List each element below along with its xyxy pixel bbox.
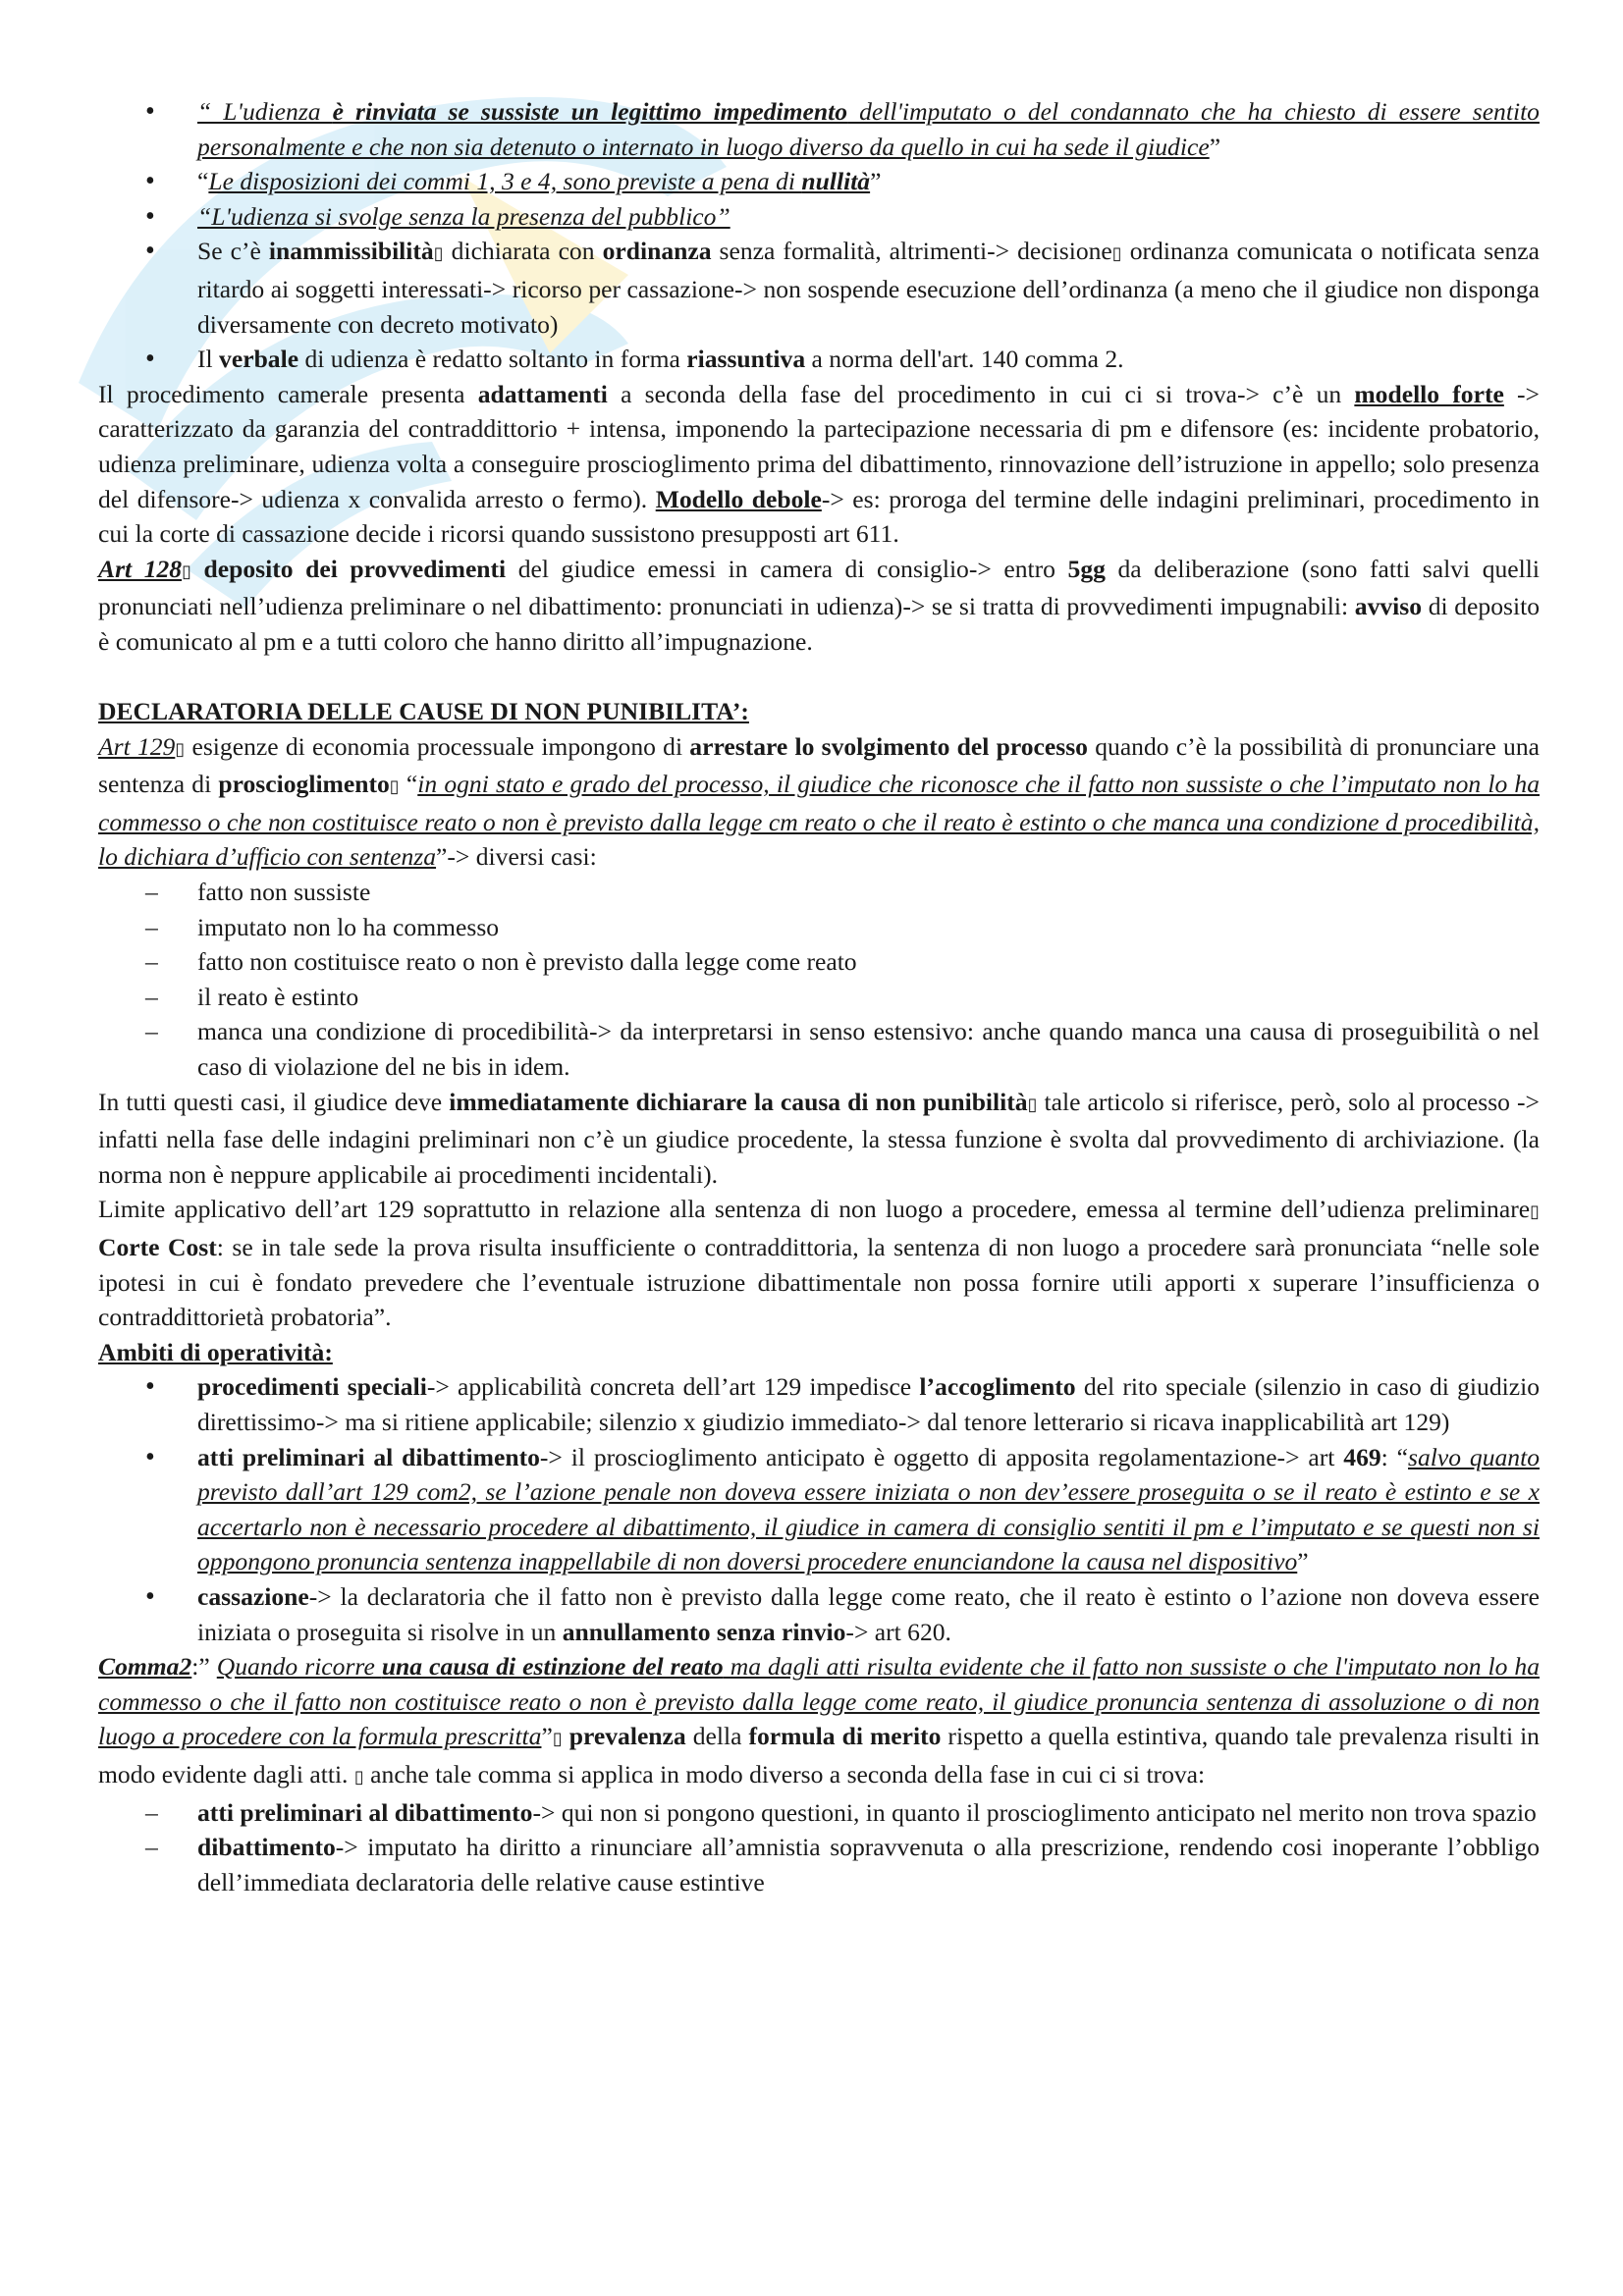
paragraph-tutti-casi: In tutti questi casi, il giudice deve immediatamente dichiarare la causa di non punibilità▯ tale articolo si riferisce, però, solo al processo -> infatti nella fase delle indagini preliminari non c’è un giudice procedente, la stessa funzione è svolta dal provvedimento di archiviazione. (la norma non è neppure applicabile ai procedimenti incidentali).	[98, 1087, 1540, 1189]
paragraph-art-128: Art 128▯ deposito dei provvedimenti del giudice emessi in camera di consiglio-> entro 5gg da deliberazione (sono fatti salvi quelli pronunciati nell’udienza preliminare o nel dibattimento: pronunciati in udienza)-> se si tratta di provvedimenti impugnabili: avviso di deposito è comunicato al pm e a tutti coloro che hanno diritto all’impugnazione.	[98, 554, 1540, 656]
list-item: – fatto non costituisce reato o non è previsto dalla legge come reato	[98, 944, 1540, 980]
casi-list	[98, 875, 1540, 1085]
missing-glyph-icon: ▯	[1530, 1201, 1540, 1223]
list-item: • Se c’è inammissibilità▯ dichiarata con ordinanza senza formalità, altrimenti-> decisione▯ ordinanza comunicata o notificata senza ritardo ai soggetti interessati-> ricorso per cassazione-> non sospende esecuzione dell’ordinanza (a meno che il giudice non disponga diversamente con decreto motivato)	[98, 234, 1540, 342]
fasi-list	[98, 1795, 1540, 1900]
missing-glyph-icon: ▯	[353, 1766, 364, 1788]
paragraph-art-129: Art 129▯ esigenze di economia processuale impongono di arrestare lo svolgimento del processo quando c’è la possibilità di pronunciare una sentenza di proscioglimento▯ “in ogni stato e grado del processo, il giudice che riconosce che il fatto non sussiste o che l’imputato non lo ha commesso o che non costituisce reato o non è previsto dalla legge cm reato o che il reato è estinto o che manca una condizione d procedibilità, lo dichiara d’ufficio con sentenza”-> diversi casi:	[98, 731, 1541, 872]
list-item: – il reato è estinto	[98, 980, 1540, 1015]
list-item: – imputato non lo ha commesso	[98, 910, 1540, 945]
missing-glyph-icon: ▯	[552, 1729, 563, 1750]
section-heading-declaratoria: DECLARATORIA DELLE CAUSE DI NON PUNIBILITA’:	[98, 697, 749, 726]
paragraph-comma-2: Comma2:” Quando ricorre una causa di estinzione del reato ma dagli atti risulta evidente che il fatto non sussiste o che l'imputato non lo ha commesso o che il fatto non costituisce reato o non è previsto dalla legge come reato, il giudice pronuncia sentenza di assoluzione o di non luogo a procedere con la formula prescritta”▯ prevalenza della formula di merito rispetto a quella estintiva, quando tale prevalenza risulti in modo evidente dagli atti. ▯ anche tale comma si applica in modo diverso a seconda della fase in cui ci si trova:	[98, 1652, 1541, 1789]
paragraph-camerale: Il procedimento camerale presenta adattamenti a seconda della fase del procedimento in cui ci si trova-> c’è un modello forte -> caratterizzato da garanzia del contraddittorio + intensa, imponendo la partecipazione necessaria di pm e difensore (es: incidente probatorio, udienza preliminare, udienza volta a conseguire proscioglimento prima del dibattimento, rinnovazione dell’istruzione in appello; solo presenza del difensore-> udienza x convalida arresto o fermo). Modello debole-> es: proroga del termine delle indagini preliminari, procedimento in cui la corte di cassazione decide i ricorsi quando sussistono presupposti art 611.	[98, 379, 1540, 549]
paragraph-limite: Limite applicativo dell’art 129 soprattutto in relazione alla sentenza di non luogo a procedere, emessa al termine dell’udienza preliminare▯ Corte Cost: se in tale sede la prova risulta insufficiente o contraddittoria, la sentenza di non luogo a procedere sarà pronunciata “nelle sole ipotesi in cui è fondato prevedere che l’eventuale istruzione dibattimentale non possa fornire utili apporti x superare l’insufficienza o contraddittorietà probatoria”.	[98, 1195, 1540, 1332]
udienza-rules-list	[98, 94, 1540, 377]
missing-glyph-icon: ▯	[389, 776, 400, 798]
list-item: • procedimenti speciali-> applicabilità concreta dell’art 129 impedisce l’accoglimento del rito speciale (silenzio in caso di giudizio direttissimo-> ma si ritiene applicabile; silenzio x giudizio immediato-> dal tenore letterario si ricava inapplicabilità art 129)	[98, 1369, 1540, 1439]
list-item: – fatto non sussiste	[98, 875, 1540, 910]
section-heading-ambiti: Ambiti di operatività:	[98, 1337, 333, 1366]
list-item: – dibattimento-> imputato ha diritto a rinunciare all’amnistia sopravvenuta o alla prescrizione, rendendo cosi inoperante l’obbligo dell’immediata declaratoria delle relative cause estintive	[98, 1830, 1540, 1899]
document-page	[98, 94, 1540, 1899]
missing-glyph-icon: ▯	[1111, 243, 1122, 265]
ambiti-list	[98, 1369, 1540, 1649]
missing-glyph-icon: ▯	[175, 738, 186, 760]
list-item: • “Le disposizioni dei commi 1, 3 e 4, sono previste a pena di nullità”	[98, 164, 1540, 199]
list-item: – atti preliminari al dibattimento-> qui non si pongono questioni, in quanto il proscioglimento anticipato nel merito non trova spazio	[98, 1795, 1540, 1831]
list-item: • atti preliminari al dibattimento-> il proscioglimento anticipato è oggetto di apposita regolamentazione-> art 469: “salvo quanto previsto dall’art 129 com2, se l’azione penale non doveva essere iniziata o non dev’essere proseguita o se il reato è estinto e se x accertarlo non è necessario procedere al dibattimento, il giudice in camera di consiglio sentiti il pm e l’imputato e se questi non si oppongono pronuncia sentenza inappellabile di non doversi procedere enunciandone la causa nel dispositivo”	[98, 1440, 1540, 1579]
list-item: • cassazione-> la declaratoria che il fatto non è previsto dalla legge come reato, che il reato è estinto o l’azione non doveva essere iniziata o proseguita si risolve in un annullamento senza rinvio-> art 620.	[98, 1579, 1540, 1649]
missing-glyph-icon: ▯	[182, 561, 191, 582]
list-item: • “ L'udienza è rinviata se sussiste un legittimo impedimento dell'imputato o del condannato che ha chiesto di essere sentito personalmente e che non sia detenuto o internato in luogo diverso da quello in cui ha sede il giudice”	[98, 94, 1540, 164]
missing-glyph-icon: ▯	[433, 243, 444, 265]
list-item: – manca una condizione di procedibilità-> da interpretarsi in senso estensivo: anche quando manca una causa di proseguibilità o nel caso di violazione del ne bis in idem.	[98, 1014, 1540, 1084]
missing-glyph-icon: ▯	[1027, 1094, 1038, 1115]
list-item: • “L'udienza si svolge senza la presenza del pubblico”	[98, 199, 1540, 235]
list-item: • Il verbale di udienza è redatto soltanto in forma riassuntiva a norma dell'art. 140 comma 2.	[98, 342, 1540, 377]
